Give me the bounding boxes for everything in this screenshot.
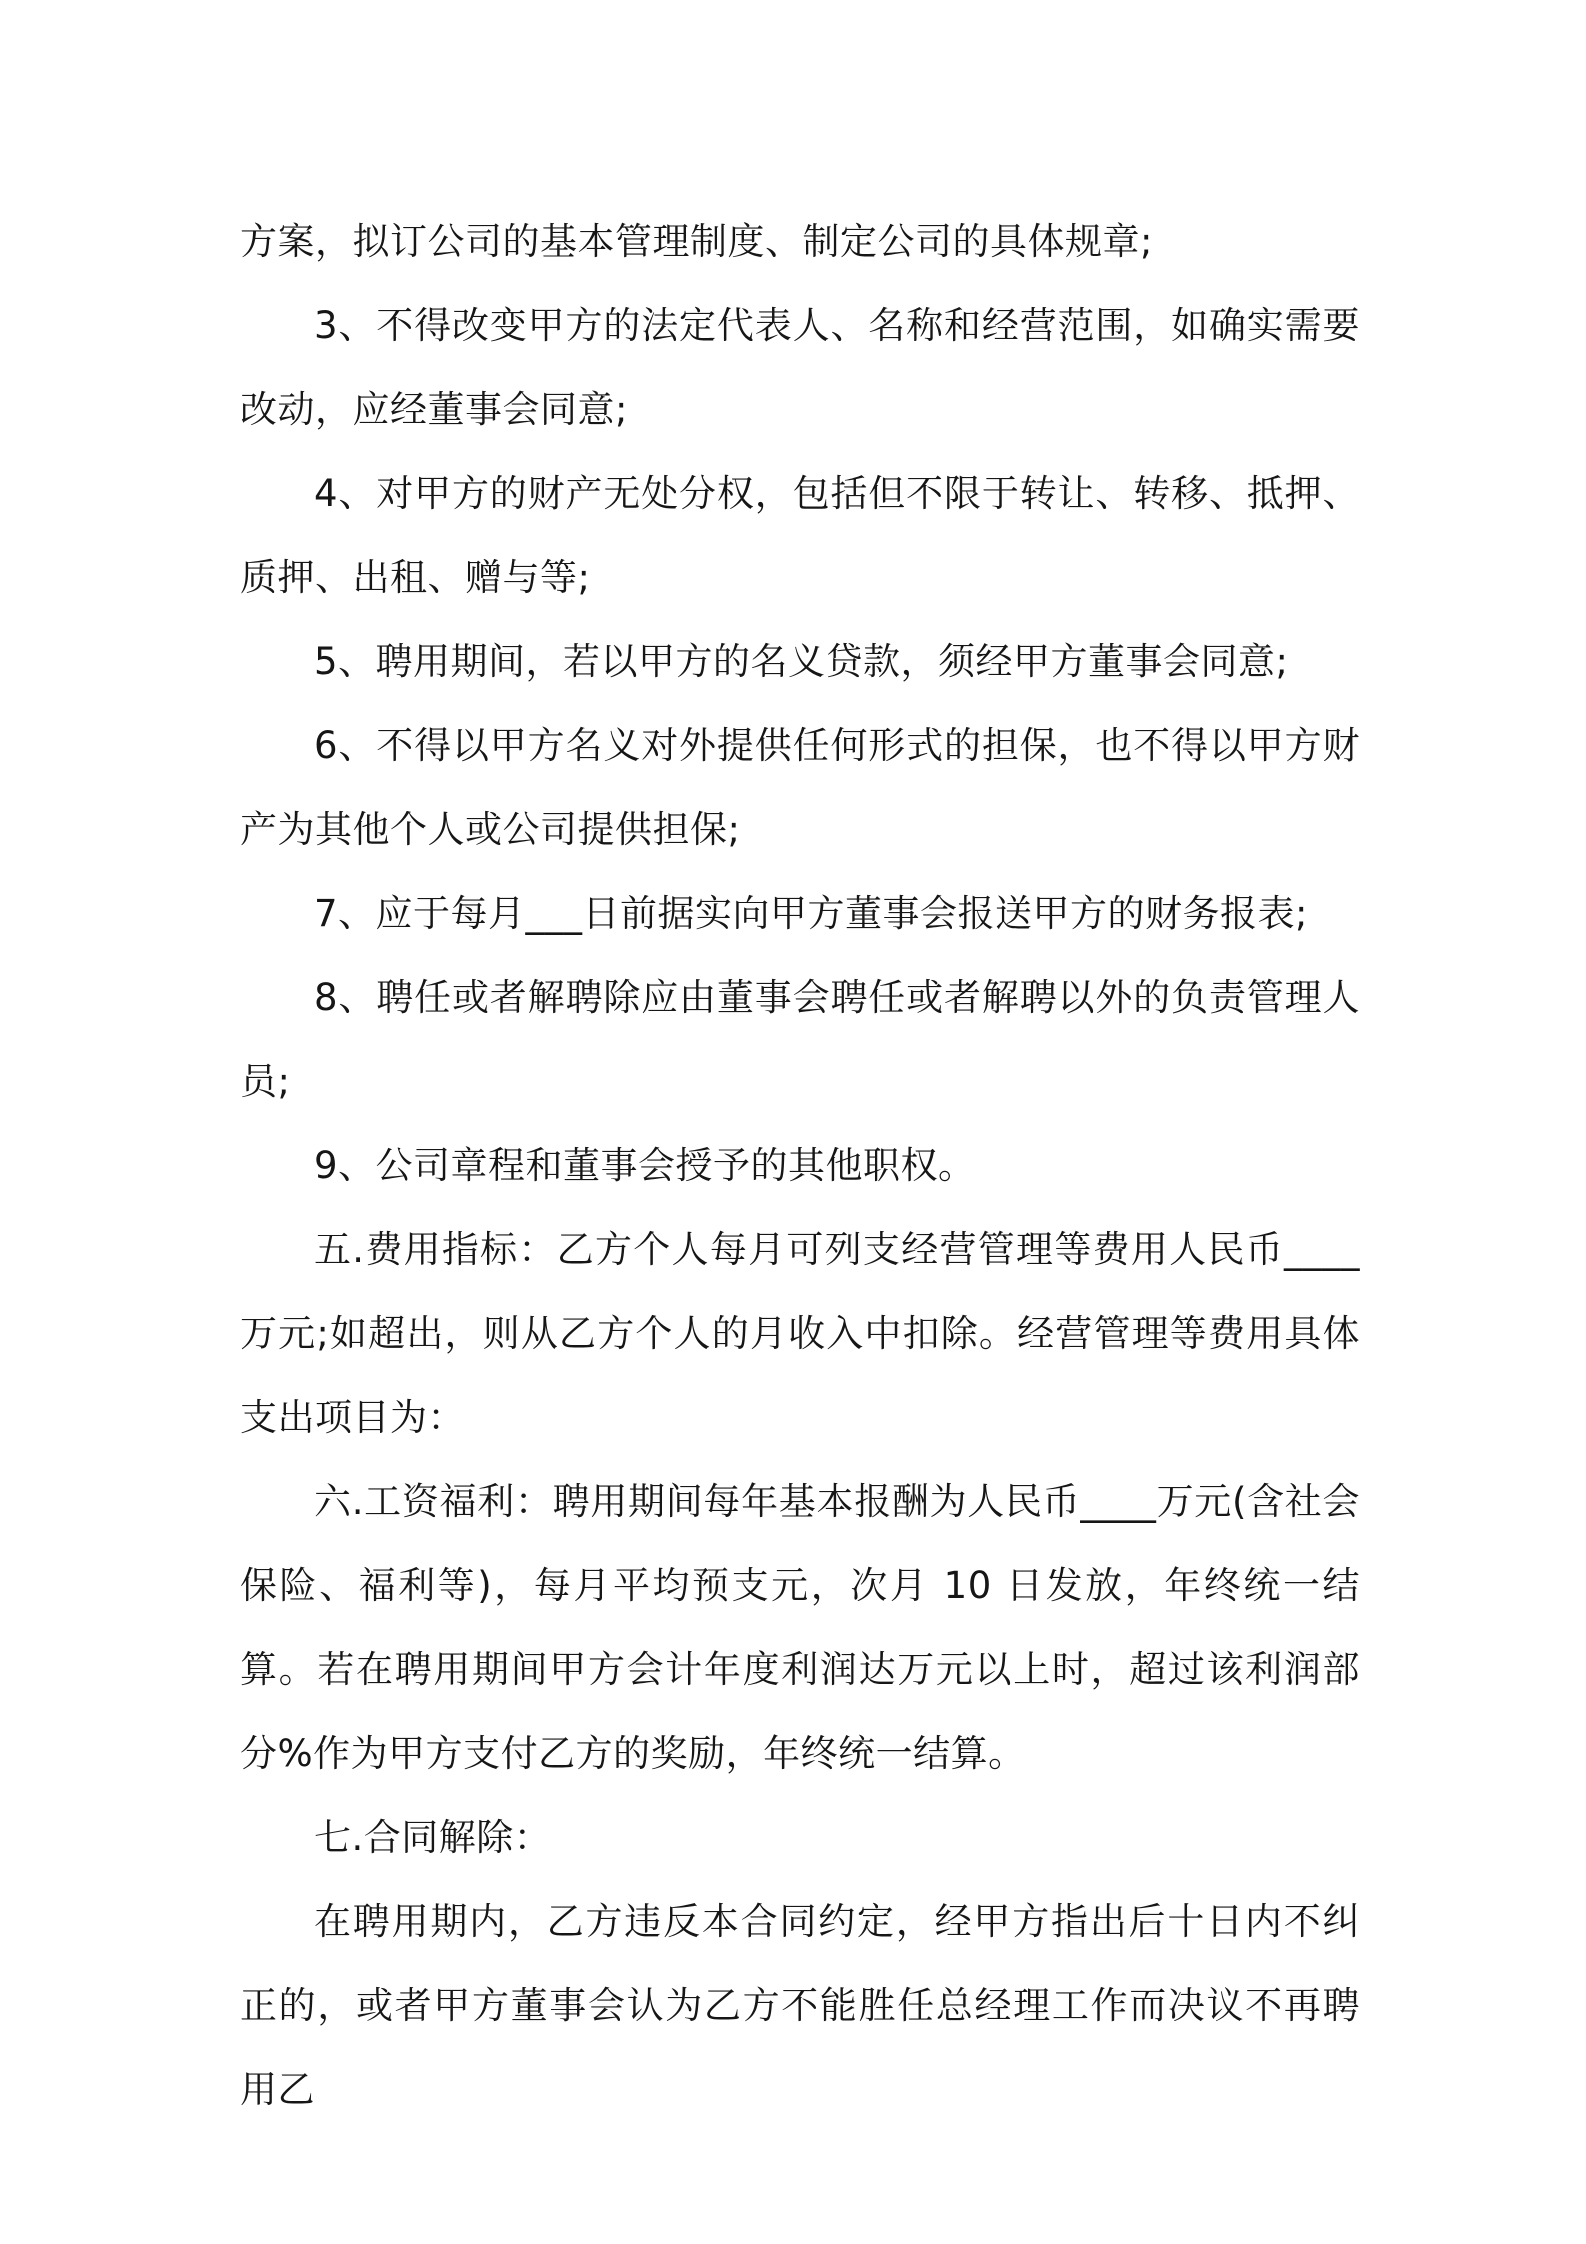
paragraph-item-7: 7、应于每月___日前据实向甲方董事会报送甲方的财务报表; xyxy=(314,892,1309,935)
paragraph-item-8: 8、聘任或者解聘除应由董事会聘任或者解聘以外的负责管理人员; xyxy=(240,976,1360,1103)
document-body xyxy=(240,200,1360,2132)
section-contract-termination-heading: 七.合同解除： xyxy=(314,1816,552,1859)
paragraph-item-5: 5、聘用期间，若以甲方的名义贷款，须经甲方董事会同意; xyxy=(314,640,1289,683)
section-contract-termination-text: 在聘用期内，乙方违反本合同约定，经甲方指出后十日内不纠正的，或者甲方董事会认为乙方不能胜任总经理工作而决议不再聘用乙 xyxy=(240,1900,1360,2111)
paragraph-continuation: 方案，拟订公司的基本管理制度、制定公司的具体规章; xyxy=(240,220,1153,263)
section-salary-welfare: 六.工资福利：聘用期间每年基本报酬为人民币____万元(含社会保险、福利等)，每月平均预支元，次月 10 日发放，年终统一结算。若在聘用期间甲方会计年度利润达万元以上时，超过该利润部分%作为甲方支付乙方的奖励，年终统一结算。 xyxy=(240,1480,1360,1775)
paragraph-item-6: 6、不得以甲方名义对外提供任何形式的担保，也不得以甲方财产为其他个人或公司提供担保; xyxy=(240,724,1360,851)
section-expense-index: 五.费用指标：乙方个人每月可列支经营管理等费用人民币____万元;如超出，则从乙方个人的月收入中扣除。经营管理等费用具体支出项目为： xyxy=(240,1228,1360,1439)
paragraph-item-4: 4、对甲方的财产无处分权，包括但不限于转让、转移、抵押、质押、出租、赠与等; xyxy=(240,472,1360,599)
paragraph-item-3: 3、不得改变甲方的法定代表人、名称和经营范围，如确实需要改动，应经董事会同意; xyxy=(240,304,1360,431)
paragraph-item-9: 9、公司章程和董事会授予的其他职权。 xyxy=(314,1144,976,1187)
